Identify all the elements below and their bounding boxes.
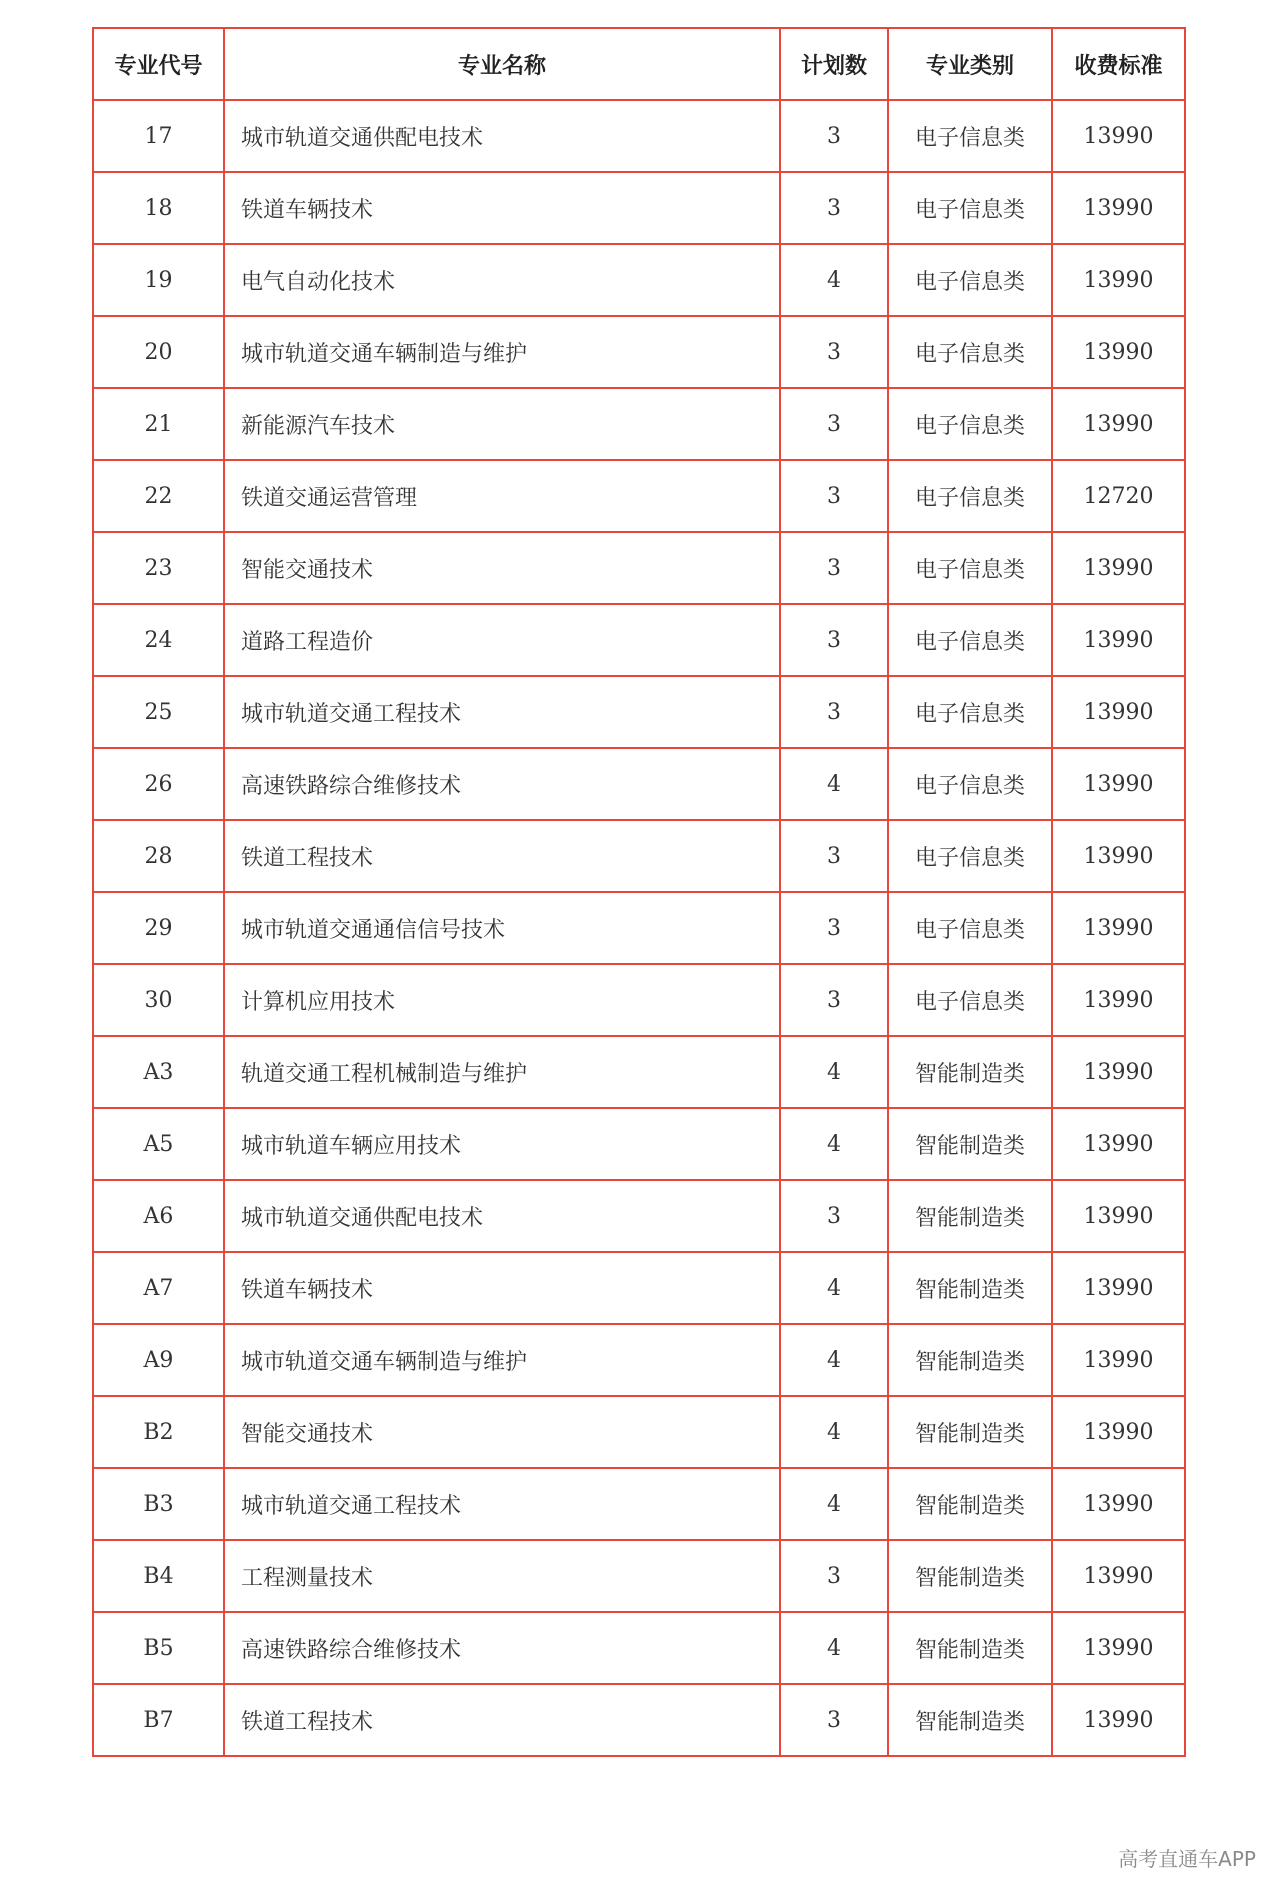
cell-major-name: 高速铁路综合维修技术 (224, 1612, 780, 1684)
cell-fee-standard: 13990 (1052, 1252, 1185, 1324)
cell-major-category: 电子信息类 (888, 460, 1052, 532)
cell-plan-count: 3 (780, 1540, 888, 1612)
watermark: 高考直通车APP (1118, 1847, 1256, 1871)
table-row (93, 460, 1185, 532)
cell-plan-count: 4 (780, 1252, 888, 1324)
cell-plan-count: 4 (780, 1036, 888, 1108)
cell-major-name: 新能源汽车技术 (224, 388, 780, 460)
cell-major-code: 22 (93, 460, 224, 532)
cell-plan-count: 3 (780, 388, 888, 460)
cell-major-code: 17 (93, 100, 224, 172)
table-row (93, 1396, 1185, 1468)
cell-fee-standard: 13990 (1052, 1468, 1185, 1540)
cell-major-name: 铁道交通运营管理 (224, 460, 780, 532)
cell-fee-standard: 13990 (1052, 892, 1185, 964)
major-plan-table-container (92, 27, 1186, 1757)
table-row (93, 388, 1185, 460)
cell-fee-standard: 13990 (1052, 1180, 1185, 1252)
cell-major-category: 电子信息类 (888, 532, 1052, 604)
cell-major-category: 电子信息类 (888, 244, 1052, 316)
cell-fee-standard: 13990 (1052, 1108, 1185, 1180)
table-row (93, 964, 1185, 1036)
cell-major-name: 铁道车辆技术 (224, 172, 780, 244)
cell-major-name: 城市轨道交通车辆制造与维护 (224, 316, 780, 388)
table-row (93, 244, 1185, 316)
cell-major-category: 智能制造类 (888, 1612, 1052, 1684)
cell-major-code: A9 (93, 1324, 224, 1396)
cell-major-category: 智能制造类 (888, 1396, 1052, 1468)
cell-fee-standard: 13990 (1052, 1324, 1185, 1396)
cell-plan-count: 3 (780, 316, 888, 388)
cell-major-name: 轨道交通工程机械制造与维护 (224, 1036, 780, 1108)
cell-plan-count: 4 (780, 1108, 888, 1180)
cell-major-code: 19 (93, 244, 224, 316)
cell-major-name: 工程测量技术 (224, 1540, 780, 1612)
table-row (93, 172, 1185, 244)
cell-major-name: 城市轨道交通供配电技术 (224, 1180, 780, 1252)
cell-major-name: 城市轨道交通工程技术 (224, 1468, 780, 1540)
cell-plan-count: 4 (780, 1468, 888, 1540)
cell-fee-standard: 12720 (1052, 460, 1185, 532)
cell-plan-count: 3 (780, 172, 888, 244)
cell-fee-standard: 13990 (1052, 748, 1185, 820)
cell-major-category: 电子信息类 (888, 604, 1052, 676)
cell-major-category: 智能制造类 (888, 1540, 1052, 1612)
cell-fee-standard: 13990 (1052, 1612, 1185, 1684)
cell-major-category: 电子信息类 (888, 820, 1052, 892)
cell-plan-count: 3 (780, 604, 888, 676)
cell-major-category: 智能制造类 (888, 1468, 1052, 1540)
cell-plan-count: 4 (780, 244, 888, 316)
cell-plan-count: 3 (780, 1180, 888, 1252)
cell-major-category: 智能制造类 (888, 1252, 1052, 1324)
cell-major-name: 城市轨道交通供配电技术 (224, 100, 780, 172)
cell-plan-count: 3 (780, 100, 888, 172)
cell-major-name: 智能交通技术 (224, 1396, 780, 1468)
header-major-category: 专业类别 (888, 28, 1052, 100)
cell-major-category: 电子信息类 (888, 172, 1052, 244)
cell-major-code: B2 (93, 1396, 224, 1468)
table-row (93, 100, 1185, 172)
cell-major-category: 智能制造类 (888, 1324, 1052, 1396)
table-row (93, 604, 1185, 676)
cell-plan-count: 4 (780, 748, 888, 820)
cell-plan-count: 4 (780, 1324, 888, 1396)
cell-major-code: A3 (93, 1036, 224, 1108)
cell-plan-count: 4 (780, 1396, 888, 1468)
header-fee-standard: 收费标准 (1052, 28, 1185, 100)
table-row (93, 316, 1185, 388)
cell-major-code: 25 (93, 676, 224, 748)
cell-major-name: 高速铁路综合维修技术 (224, 748, 780, 820)
cell-major-category: 智能制造类 (888, 1108, 1052, 1180)
table-body (93, 100, 1185, 1756)
table-row (93, 1252, 1185, 1324)
cell-major-category: 电子信息类 (888, 964, 1052, 1036)
cell-major-name: 城市轨道交通工程技术 (224, 676, 780, 748)
cell-plan-count: 3 (780, 532, 888, 604)
cell-major-code: 21 (93, 388, 224, 460)
cell-major-code: 26 (93, 748, 224, 820)
table-row (93, 676, 1185, 748)
cell-fee-standard: 13990 (1052, 1684, 1185, 1756)
table-row (93, 1324, 1185, 1396)
table-row (93, 820, 1185, 892)
cell-major-category: 电子信息类 (888, 316, 1052, 388)
cell-fee-standard: 13990 (1052, 1396, 1185, 1468)
cell-major-code: B4 (93, 1540, 224, 1612)
cell-plan-count: 3 (780, 1684, 888, 1756)
table-row (93, 1180, 1185, 1252)
cell-fee-standard: 13990 (1052, 1540, 1185, 1612)
cell-fee-standard: 13990 (1052, 244, 1185, 316)
cell-major-code: 29 (93, 892, 224, 964)
cell-major-code: 20 (93, 316, 224, 388)
cell-major-code: 23 (93, 532, 224, 604)
table-row (93, 1468, 1185, 1540)
cell-major-category: 电子信息类 (888, 100, 1052, 172)
cell-plan-count: 3 (780, 460, 888, 532)
cell-plan-count: 3 (780, 892, 888, 964)
cell-major-code: A6 (93, 1180, 224, 1252)
cell-major-category: 电子信息类 (888, 676, 1052, 748)
cell-major-name: 电气自动化技术 (224, 244, 780, 316)
cell-major-code: A5 (93, 1108, 224, 1180)
cell-major-name: 智能交通技术 (224, 532, 780, 604)
cell-major-category: 电子信息类 (888, 892, 1052, 964)
cell-fee-standard: 13990 (1052, 964, 1185, 1036)
cell-major-code: A7 (93, 1252, 224, 1324)
cell-major-category: 智能制造类 (888, 1684, 1052, 1756)
cell-fee-standard: 13990 (1052, 820, 1185, 892)
cell-major-category: 电子信息类 (888, 388, 1052, 460)
cell-fee-standard: 13990 (1052, 604, 1185, 676)
cell-major-code: B7 (93, 1684, 224, 1756)
table-row (93, 892, 1185, 964)
cell-major-code: B3 (93, 1468, 224, 1540)
cell-plan-count: 3 (780, 676, 888, 748)
cell-fee-standard: 13990 (1052, 172, 1185, 244)
major-plan-table (92, 27, 1186, 1757)
cell-major-code: 18 (93, 172, 224, 244)
header-major-name: 专业名称 (224, 28, 780, 100)
table-row (93, 532, 1185, 604)
header-row (93, 28, 1185, 100)
cell-fee-standard: 13990 (1052, 388, 1185, 460)
cell-major-name: 城市轨道交通通信信号技术 (224, 892, 780, 964)
cell-fee-standard: 13990 (1052, 100, 1185, 172)
cell-fee-standard: 13990 (1052, 676, 1185, 748)
cell-plan-count: 4 (780, 1612, 888, 1684)
cell-major-name: 城市轨道车辆应用技术 (224, 1108, 780, 1180)
table-row (93, 1540, 1185, 1612)
cell-major-name: 计算机应用技术 (224, 964, 780, 1036)
cell-plan-count: 3 (780, 820, 888, 892)
cell-major-category: 电子信息类 (888, 748, 1052, 820)
cell-major-name: 铁道工程技术 (224, 820, 780, 892)
cell-major-name: 铁道车辆技术 (224, 1252, 780, 1324)
cell-major-name: 道路工程造价 (224, 604, 780, 676)
table-row (93, 1108, 1185, 1180)
cell-major-code: 30 (93, 964, 224, 1036)
table-row (93, 1684, 1185, 1756)
cell-fee-standard: 13990 (1052, 532, 1185, 604)
table-row (93, 748, 1185, 820)
table-header (93, 28, 1185, 100)
cell-major-name: 铁道工程技术 (224, 1684, 780, 1756)
cell-major-category: 智能制造类 (888, 1180, 1052, 1252)
cell-plan-count: 3 (780, 964, 888, 1036)
cell-major-code: B5 (93, 1612, 224, 1684)
cell-fee-standard: 13990 (1052, 1036, 1185, 1108)
cell-major-code: 24 (93, 604, 224, 676)
table-row (93, 1036, 1185, 1108)
cell-major-code: 28 (93, 820, 224, 892)
cell-fee-standard: 13990 (1052, 316, 1185, 388)
table-row (93, 1612, 1185, 1684)
cell-major-category: 智能制造类 (888, 1036, 1052, 1108)
cell-major-name: 城市轨道交通车辆制造与维护 (224, 1324, 780, 1396)
header-major-code: 专业代号 (93, 28, 224, 100)
header-plan-count: 计划数 (780, 28, 888, 100)
